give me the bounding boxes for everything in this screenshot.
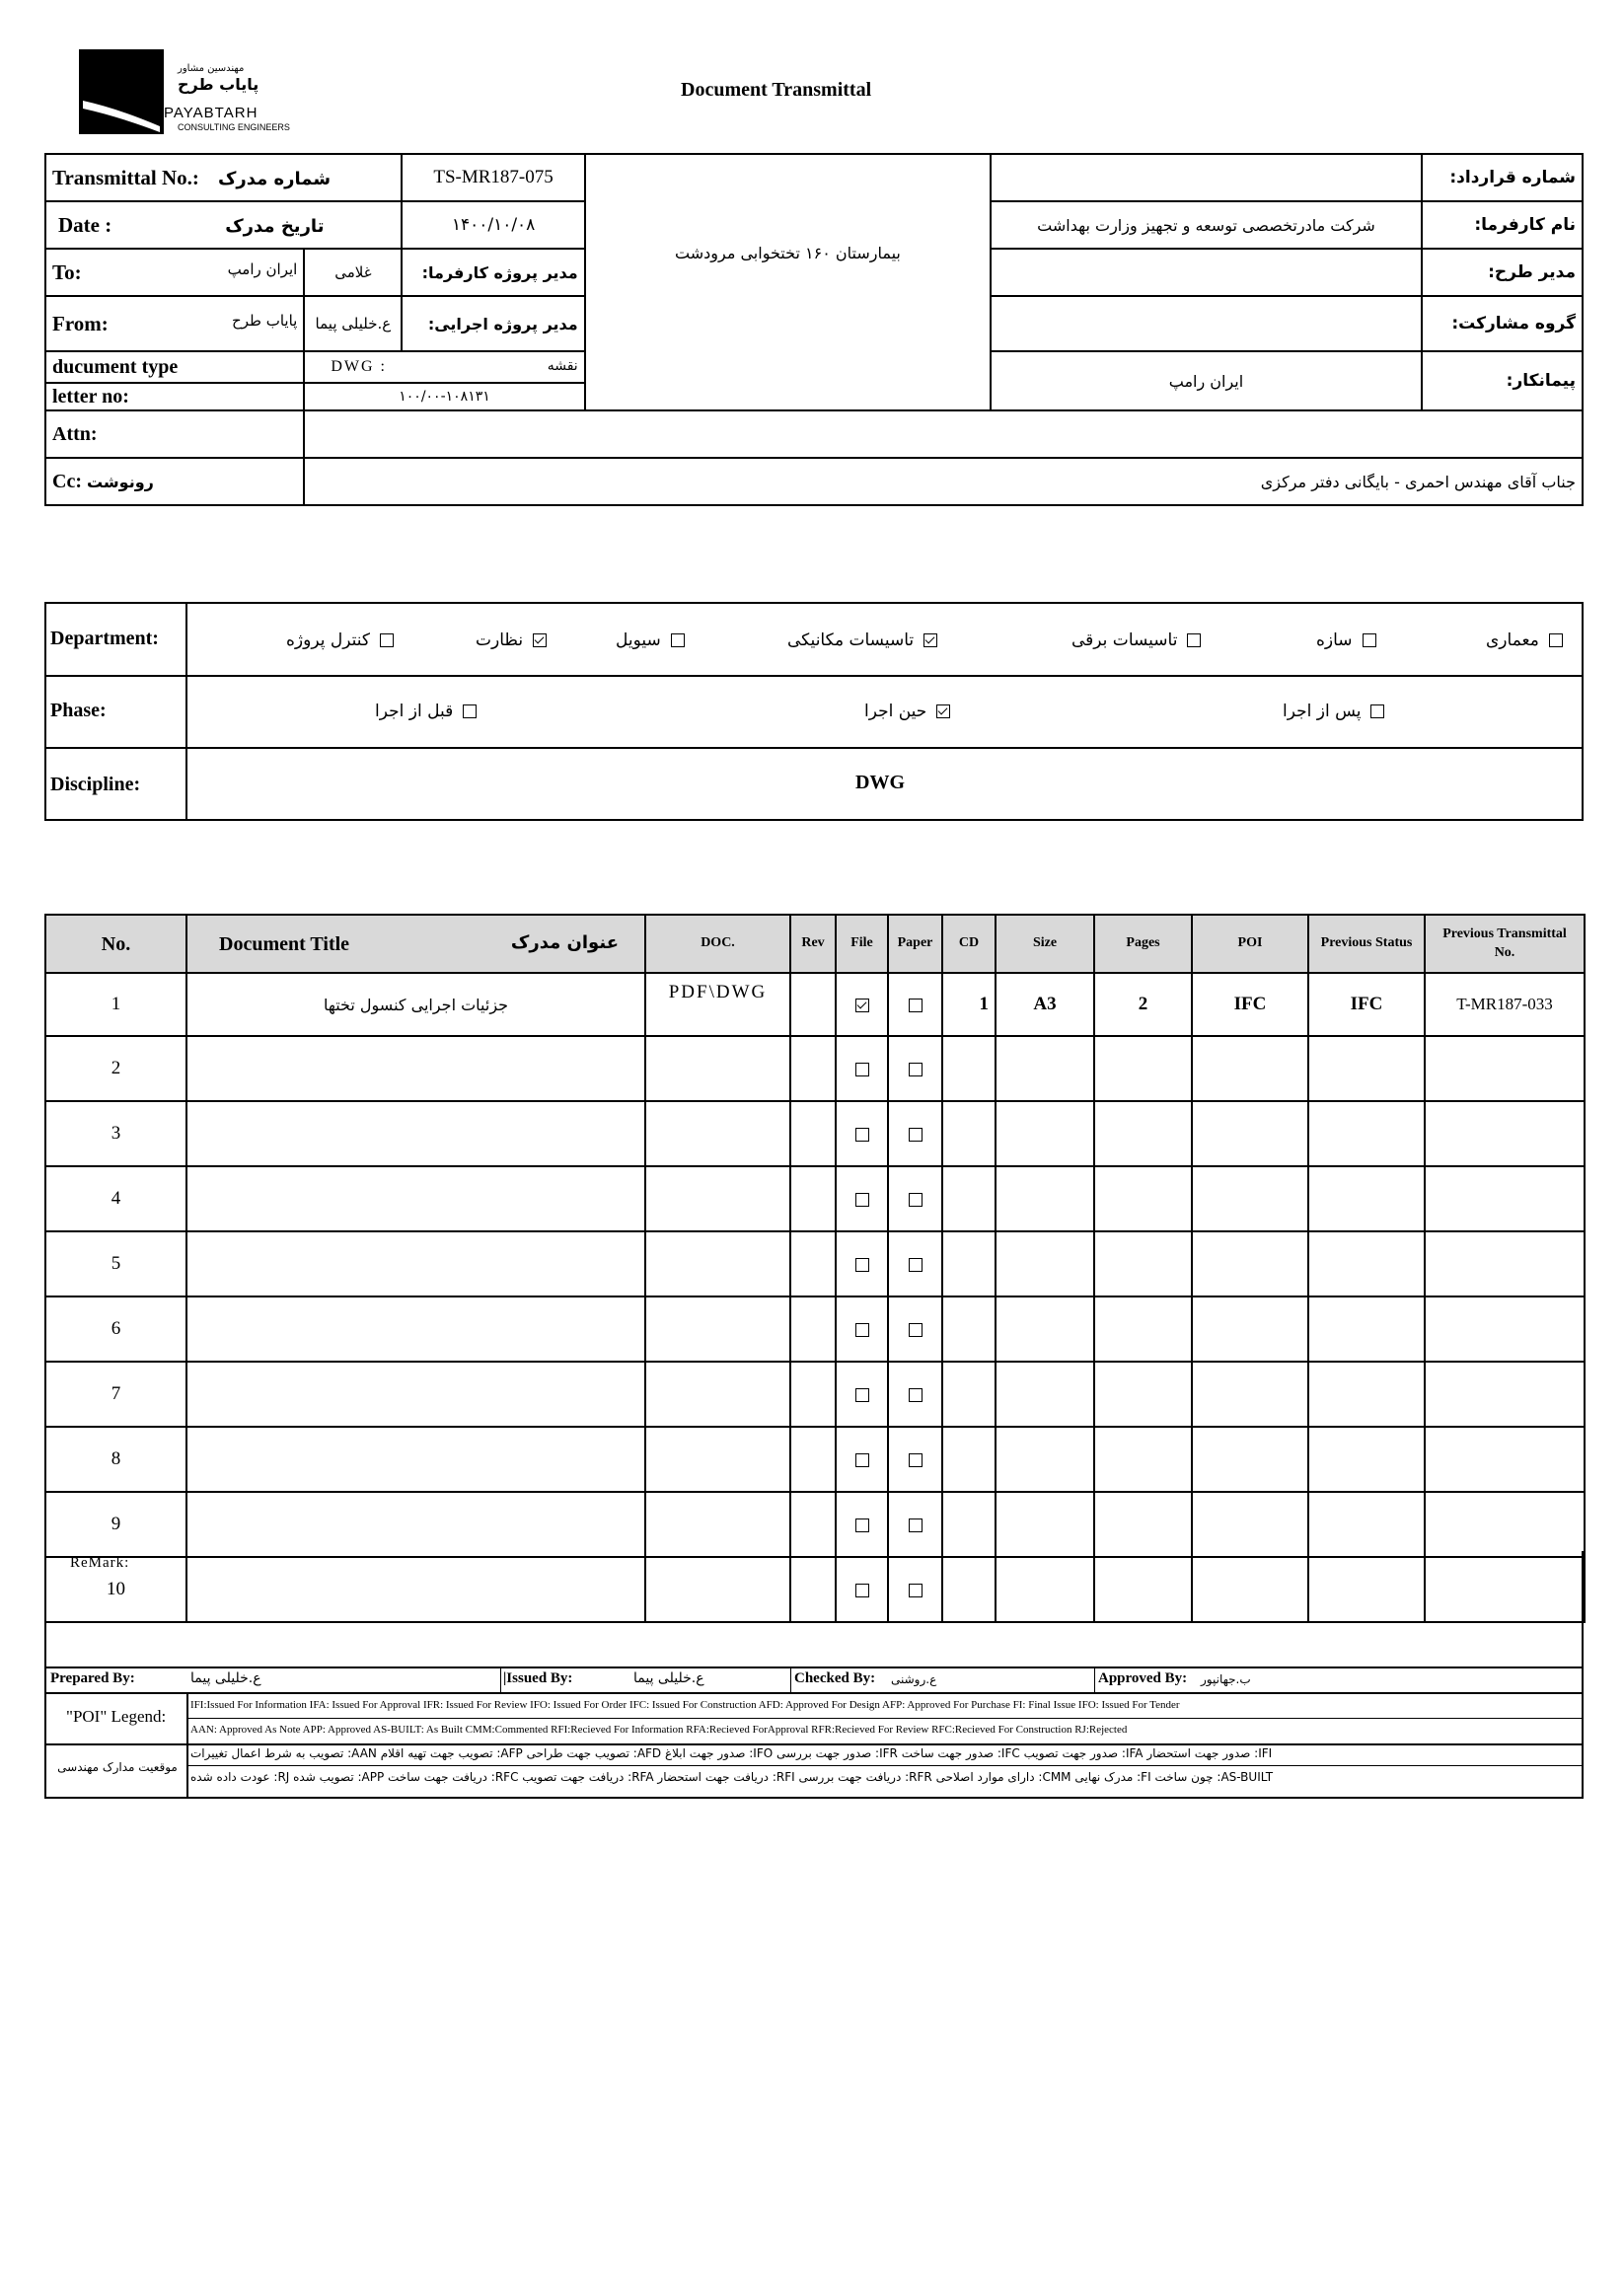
logo-en-sub: CONSULTING ENGINEERS xyxy=(178,122,290,132)
project-name: بیمارستان ۱۶۰ تختخوابی مرودشت xyxy=(585,154,992,351)
documents-rows xyxy=(45,973,1585,1622)
status-legend-line-1: IFI: صدور جهت استحضار IFA: صدور جهت تصویب IFC: صدور جهت ساخت IFR: صدور جهت بررسی IFO: صدور جهت ابلاغ AFD: تصویب جهت طراحی AFP: تصویب جهت تهیه اقلام AAN: تصویب به شرط اعمال تغییرات xyxy=(190,1746,1273,1760)
cell-doc[interactable]: PDF\DWG xyxy=(645,973,790,1036)
cell-cd[interactable] xyxy=(942,1166,996,1231)
dept-structure-label: سازه xyxy=(1316,630,1353,650)
cell-file xyxy=(836,973,888,1036)
cell-title[interactable] xyxy=(186,1362,645,1427)
footer-box xyxy=(44,1551,1584,1799)
cell-doc[interactable] xyxy=(645,1296,790,1362)
dept-supervision[interactable] xyxy=(476,604,547,677)
cell-prev-status[interactable] xyxy=(1308,1231,1425,1296)
doc-type-fa: نقشه xyxy=(547,358,578,374)
col-cd: CD xyxy=(942,915,996,973)
cell-prev-status[interactable] xyxy=(1308,1166,1425,1231)
paper-checkbox[interactable] xyxy=(909,1323,923,1337)
remark-area[interactable] xyxy=(46,1577,1582,1666)
cell-poi[interactable] xyxy=(1192,1231,1308,1296)
cell-title[interactable] xyxy=(186,1296,645,1362)
cell-rev[interactable] xyxy=(790,1036,836,1101)
poi-legend-line-1: IFI:Issued For Information IFA: Issued For Approval IFR: Issued For Review IFO: Issued For Order IFC: Issued For Construction AFD: Approved For Design AFP: Approved For Purchase FI: Final Issue IFO: Issued For Tender xyxy=(190,1699,1180,1711)
prepared-by-label: Prepared By: xyxy=(50,1670,135,1686)
file-checkbox[interactable] xyxy=(855,1388,869,1402)
client-label: نام کارفرما: xyxy=(1422,201,1583,249)
cell-pages[interactable] xyxy=(1094,1231,1192,1296)
cell-cd[interactable] xyxy=(942,1492,996,1557)
cell-no: 3 xyxy=(45,1101,186,1166)
cell-cd[interactable] xyxy=(942,1427,996,1492)
checked-by-label: Checked By: xyxy=(794,1670,876,1686)
table-row xyxy=(45,1101,1585,1166)
client-pm-label: مدیر پروژه کارفرما: xyxy=(402,249,584,296)
cell-rev[interactable] xyxy=(790,1296,836,1362)
cell-poi[interactable] xyxy=(1192,1036,1308,1101)
file-checkbox[interactable] xyxy=(855,1128,869,1142)
cell-prev-status[interactable] xyxy=(1308,1101,1425,1166)
cell-title[interactable] xyxy=(186,1166,645,1231)
dept-civil-checkbox[interactable] xyxy=(671,633,685,647)
cell-no: 8 xyxy=(45,1427,186,1492)
doc-type-label: ducument type xyxy=(45,351,304,383)
cell-doc[interactable] xyxy=(645,1231,790,1296)
dept-electrical[interactable] xyxy=(1071,604,1201,677)
cell-paper xyxy=(888,1296,942,1362)
cell-title[interactable] xyxy=(186,1101,645,1166)
issued-by-label: |Issued By: xyxy=(503,1670,573,1686)
col-no: No. xyxy=(45,915,186,973)
page-title: Document Transmittal xyxy=(681,79,872,101)
cell-title[interactable] xyxy=(186,1231,645,1296)
checked-by xyxy=(794,1670,1090,1690)
approved-by-value: ب.جهانپور xyxy=(1201,1672,1251,1686)
poi-legend-label: "POI" Legend: xyxy=(66,1707,167,1726)
cell-doc[interactable] xyxy=(645,1492,790,1557)
transmittal-no-cell xyxy=(45,154,332,201)
cell-poi[interactable]: IFC xyxy=(1192,973,1308,1036)
cell-doc[interactable] xyxy=(645,1362,790,1427)
paper-checkbox[interactable] xyxy=(909,1063,923,1076)
cell-paper xyxy=(888,973,942,1036)
cell-file xyxy=(836,1362,888,1427)
cell-prev-transmittal[interactable] xyxy=(1425,1166,1585,1231)
exec-pm-label: مدیر پروژه اجرایی: xyxy=(402,296,584,351)
phase-options xyxy=(187,675,1582,746)
paper-checkbox[interactable] xyxy=(909,1128,923,1142)
cell-prev-transmittal[interactable]: T-MR187-033 xyxy=(1425,973,1585,1036)
phase-during-checkbox[interactable] xyxy=(936,704,950,718)
company-logo xyxy=(79,49,296,138)
paper-checkbox[interactable] xyxy=(909,1193,923,1207)
cell-file xyxy=(836,1427,888,1492)
file-checkbox[interactable] xyxy=(855,1193,869,1207)
cell-paper xyxy=(888,1231,942,1296)
cell-pages[interactable]: 2 xyxy=(1094,973,1192,1036)
dept-project-control[interactable] xyxy=(286,604,394,677)
approved-by-label: Approved By: xyxy=(1098,1670,1188,1686)
phase-before[interactable] xyxy=(375,675,477,748)
cell-rev[interactable] xyxy=(790,1231,836,1296)
cell-no: 1 xyxy=(45,973,186,1036)
cell-prev-transmittal[interactable] xyxy=(1425,1492,1585,1557)
dept-electrical-label: تاسیسات برقی xyxy=(1071,630,1178,650)
phase-before-checkbox[interactable] xyxy=(463,704,477,718)
classification-box xyxy=(44,602,1584,821)
attn-label: Attn: xyxy=(45,410,304,458)
paper-checkbox[interactable] xyxy=(909,1518,923,1532)
cell-rev[interactable] xyxy=(790,1166,836,1231)
contractor-value[interactable]: ایران رامپ xyxy=(991,351,1422,410)
table-row xyxy=(45,1036,1585,1101)
transmittal-no-fa-label: شماره مدرک xyxy=(217,168,332,189)
paper-checkbox[interactable] xyxy=(909,999,923,1012)
remark-label: ReMark: xyxy=(70,1555,130,1571)
cell-cd[interactable] xyxy=(942,1101,996,1166)
phase-after-label: پس از اجرا xyxy=(1283,702,1362,721)
contract-no-value[interactable] xyxy=(991,154,1422,201)
status-legend-label: موقعیت مدارک مهندسی xyxy=(57,1760,178,1774)
phase-label: Phase: xyxy=(50,700,107,721)
table-row xyxy=(45,1231,1585,1296)
cell-doc[interactable] xyxy=(645,1036,790,1101)
date-fa-label: تاریخ مدرک xyxy=(225,215,325,237)
cell-size[interactable] xyxy=(996,1296,1094,1362)
cell-prev-transmittal[interactable] xyxy=(1425,1362,1585,1427)
cell-rev[interactable] xyxy=(790,1492,836,1557)
discipline-value[interactable]: DWG xyxy=(855,772,905,793)
dept-architecture-checkbox[interactable] xyxy=(1549,633,1563,647)
file-checkbox[interactable] xyxy=(855,1258,869,1272)
phase-after-checkbox[interactable] xyxy=(1370,704,1384,718)
client-value[interactable]: شرکت مادرتخصصی توسعه و تجهیز وزارت بهداشت xyxy=(991,201,1422,249)
prepared-by-value: ع.خلیلی پیما xyxy=(190,1670,261,1686)
cell-doc[interactable] xyxy=(645,1166,790,1231)
logo-fa-top: مهندسین مشاور xyxy=(178,63,245,74)
prepared-by xyxy=(50,1670,534,1690)
col-pages: Pages xyxy=(1094,915,1192,973)
letter-no-value[interactable]: ۱۰۰/۰۰-۱۰۸۱۳۱ xyxy=(304,383,584,410)
dept-mechanical-label: تاسیسات مکانیکی xyxy=(787,630,915,650)
partner-value[interactable] xyxy=(991,296,1422,351)
client-pm-value[interactable]: غلامی xyxy=(304,249,402,296)
cell-pages[interactable] xyxy=(1094,1166,1192,1231)
transmittal-info-table xyxy=(44,153,1584,506)
table-row xyxy=(45,1492,1585,1557)
cell-pages[interactable] xyxy=(1094,1492,1192,1557)
cc-value[interactable]: جناب آقای مهندس احمری - بایگانی دفتر مرکزی xyxy=(304,458,1583,505)
phase-during-label: حین اجرا xyxy=(864,702,927,721)
dept-project-control-checkbox[interactable] xyxy=(380,633,394,647)
cell-cd[interactable] xyxy=(942,1231,996,1296)
table-row xyxy=(45,1296,1585,1362)
doc-type-value[interactable]: DWG : xyxy=(331,358,387,375)
cell-size[interactable] xyxy=(996,1231,1094,1296)
cell-cd[interactable]: 1 xyxy=(942,973,996,1036)
cell-no: 4 xyxy=(45,1166,186,1231)
discipline-label: Discipline: xyxy=(50,774,141,795)
cc-label: Cc: xyxy=(52,470,82,492)
date-value[interactable]: ۱۴۰۰/۱۰/۰۸ xyxy=(402,201,584,249)
cell-size[interactable] xyxy=(996,1166,1094,1231)
cell-size[interactable] xyxy=(996,1427,1094,1492)
cell-file xyxy=(836,1296,888,1362)
cell-pages[interactable] xyxy=(1094,1296,1192,1362)
file-checkbox[interactable] xyxy=(855,1518,869,1532)
paper-checkbox[interactable] xyxy=(909,1453,923,1467)
cell-no: 10 xyxy=(45,1557,186,1622)
to-value[interactable]: ایران رامپ xyxy=(227,259,298,278)
cell-file xyxy=(836,1231,888,1296)
col-size: Size xyxy=(996,915,1094,973)
col-prev-transmittal: Previous Transmittal No. xyxy=(1425,915,1585,973)
partner-label: گروه مشارکت: xyxy=(1422,296,1583,351)
cell-no: 2 xyxy=(45,1036,186,1101)
cell-size[interactable] xyxy=(996,1492,1094,1557)
cell-no: 7 xyxy=(45,1362,186,1427)
cell-rev[interactable] xyxy=(790,1101,836,1166)
phase-after[interactable] xyxy=(1283,675,1384,748)
dept-structure[interactable] xyxy=(1316,604,1376,677)
dept-civil[interactable] xyxy=(616,604,685,677)
letter-no-label: letter no: xyxy=(45,383,304,410)
from-label: From: xyxy=(52,311,109,335)
dept-supervision-label: نظارت xyxy=(476,630,524,650)
cell-prev-transmittal[interactable] xyxy=(1425,1296,1585,1362)
table-row xyxy=(45,1166,1585,1231)
logo-fa-name: پایاب طرح xyxy=(178,75,259,94)
file-checkbox[interactable] xyxy=(855,1323,869,1337)
to-label: To: xyxy=(52,259,82,284)
cell-cd[interactable] xyxy=(942,1362,996,1427)
cell-size[interactable] xyxy=(996,1362,1094,1427)
cell-title[interactable] xyxy=(186,1492,645,1557)
file-checkbox[interactable] xyxy=(855,1453,869,1467)
dept-project-control-label: کنترل پروژه xyxy=(286,630,370,650)
cell-prev-transmittal[interactable] xyxy=(1425,1231,1585,1296)
contract-no-label: شماره قرارداد: xyxy=(1422,154,1583,201)
logo-mark-icon xyxy=(79,49,164,134)
cell-paper xyxy=(888,1492,942,1557)
checked-by-value: ع.روشنی xyxy=(891,1672,937,1686)
paper-checkbox[interactable] xyxy=(909,1388,923,1402)
department-options xyxy=(187,604,1582,675)
contractor-label: پیمانکار: xyxy=(1422,351,1583,410)
cell-prev-transmittal[interactable] xyxy=(1425,1427,1585,1492)
cell-poi[interactable] xyxy=(1192,1101,1308,1166)
from-value[interactable]: پایاب طرح xyxy=(232,311,298,330)
approved-by xyxy=(1098,1670,1513,1690)
col-title-en: Document Title xyxy=(219,932,350,955)
cell-title[interactable] xyxy=(186,1036,645,1101)
dept-architecture[interactable] xyxy=(1486,604,1563,677)
phase-during[interactable] xyxy=(864,675,950,748)
department-label: Department: xyxy=(50,628,159,649)
cell-rev[interactable] xyxy=(790,1362,836,1427)
cell-prev-status[interactable] xyxy=(1308,1036,1425,1101)
cc-fa-label: رونوشت xyxy=(86,472,154,491)
cell-prev-transmittal[interactable] xyxy=(1425,1101,1585,1166)
cell-size[interactable] xyxy=(996,1036,1094,1101)
cell-size[interactable] xyxy=(996,1101,1094,1166)
paper-checkbox[interactable] xyxy=(909,1258,923,1272)
cell-paper xyxy=(888,1166,942,1231)
logo-en-name: PAYABTARH xyxy=(164,105,258,121)
dept-civil-label: سیویل xyxy=(616,630,661,650)
col-doc: DOC. xyxy=(645,915,790,973)
cell-paper xyxy=(888,1427,942,1492)
date-label: Date : xyxy=(58,212,112,237)
cell-prev-status[interactable] xyxy=(1308,1427,1425,1492)
cell-doc[interactable] xyxy=(645,1427,790,1492)
designer-value[interactable] xyxy=(991,249,1422,296)
cell-rev[interactable] xyxy=(790,1427,836,1492)
dept-architecture-label: معماری xyxy=(1486,630,1539,650)
col-prev-status: Previous Status xyxy=(1308,915,1425,973)
dept-structure-checkbox[interactable] xyxy=(1363,633,1376,647)
cell-poi[interactable] xyxy=(1192,1362,1308,1427)
table-row xyxy=(45,1427,1585,1492)
col-title xyxy=(186,915,645,973)
cell-poi[interactable] xyxy=(1192,1166,1308,1231)
cell-pages[interactable] xyxy=(1094,1036,1192,1101)
designer-label: مدیر طرح: xyxy=(1422,249,1583,296)
dept-mechanical-checkbox[interactable] xyxy=(923,633,937,647)
table-row xyxy=(45,973,1585,1036)
cell-title[interactable]: جزئیات اجرایی کنسول تختها xyxy=(186,973,645,1036)
attn-value[interactable] xyxy=(304,410,1583,458)
poi-legend-line-2: AAN: Approved As Note APP: Approved AS-BUILT: As Built CMM:Commented RFI:Recieved For Information RFA:Recieved ForApproval RFR:Recieved For Review RFC:Recieved For Construction RJ:Rejected xyxy=(190,1724,1128,1736)
cell-prev-status[interactable] xyxy=(1308,1492,1425,1557)
cell-file xyxy=(836,1166,888,1231)
issued-by-value: ع.خلیلی پیما xyxy=(633,1670,704,1686)
cell-pages[interactable] xyxy=(1094,1362,1192,1427)
dept-electrical-checkbox[interactable] xyxy=(1187,633,1201,647)
cell-paper xyxy=(888,1036,942,1101)
cell-rev[interactable] xyxy=(790,973,836,1036)
cell-no: 6 xyxy=(45,1296,186,1362)
file-checkbox[interactable] xyxy=(855,1063,869,1076)
cell-prev-transmittal[interactable] xyxy=(1425,1036,1585,1101)
cell-prev-status[interactable] xyxy=(1308,1362,1425,1427)
cell-no: 9 xyxy=(45,1492,186,1557)
cell-pages[interactable] xyxy=(1094,1427,1192,1492)
cell-file xyxy=(836,1036,888,1101)
exec-pm-value[interactable]: ع.خلیلی پیما xyxy=(304,296,402,351)
cell-size[interactable]: A3 xyxy=(996,973,1094,1036)
table-row xyxy=(45,1362,1585,1427)
transmittal-no-label: Transmittal No.: xyxy=(52,165,199,189)
dept-mechanical[interactable] xyxy=(787,604,937,677)
col-poi: POI xyxy=(1192,915,1308,973)
issued-by xyxy=(503,1670,829,1690)
col-paper: Paper xyxy=(888,915,942,973)
cell-poi[interactable] xyxy=(1192,1296,1308,1362)
dept-supervision-checkbox[interactable] xyxy=(533,633,547,647)
status-legend-line-2: AS-BUILT: چون ساخت FI: مدرک نهایی CMM: دارای موارد اصلاحی RFR: دریافت جهت بررسی RFI: دریافت جهت استحضار RFA: دریافت جهت تصویب RFC: دریافت جهت ساخت APP: تصویب شده RJ: عودت داده شده xyxy=(190,1770,1274,1784)
cell-poi[interactable] xyxy=(1192,1427,1308,1492)
cell-paper xyxy=(888,1101,942,1166)
col-rev: Rev xyxy=(790,915,836,973)
cell-title[interactable] xyxy=(186,1427,645,1492)
cell-prev-status[interactable]: IFC xyxy=(1308,973,1425,1036)
cell-no: 5 xyxy=(45,1231,186,1296)
transmittal-no-value[interactable]: TS-MR187-075 xyxy=(402,154,584,201)
cell-doc[interactable] xyxy=(645,1101,790,1166)
cell-file xyxy=(836,1101,888,1166)
documents-table xyxy=(44,914,1586,1623)
cell-cd[interactable] xyxy=(942,1296,996,1362)
cell-file xyxy=(836,1492,888,1557)
phase-before-label: قبل از اجرا xyxy=(375,702,454,721)
cell-pages[interactable] xyxy=(1094,1101,1192,1166)
col-title-fa: عنوان مدرک xyxy=(510,931,619,953)
file-checkbox[interactable] xyxy=(855,999,869,1012)
cell-prev-status[interactable] xyxy=(1308,1296,1425,1362)
cell-poi[interactable] xyxy=(1192,1492,1308,1557)
cell-cd[interactable] xyxy=(942,1036,996,1101)
cell-paper xyxy=(888,1362,942,1427)
col-file: File xyxy=(836,915,888,973)
